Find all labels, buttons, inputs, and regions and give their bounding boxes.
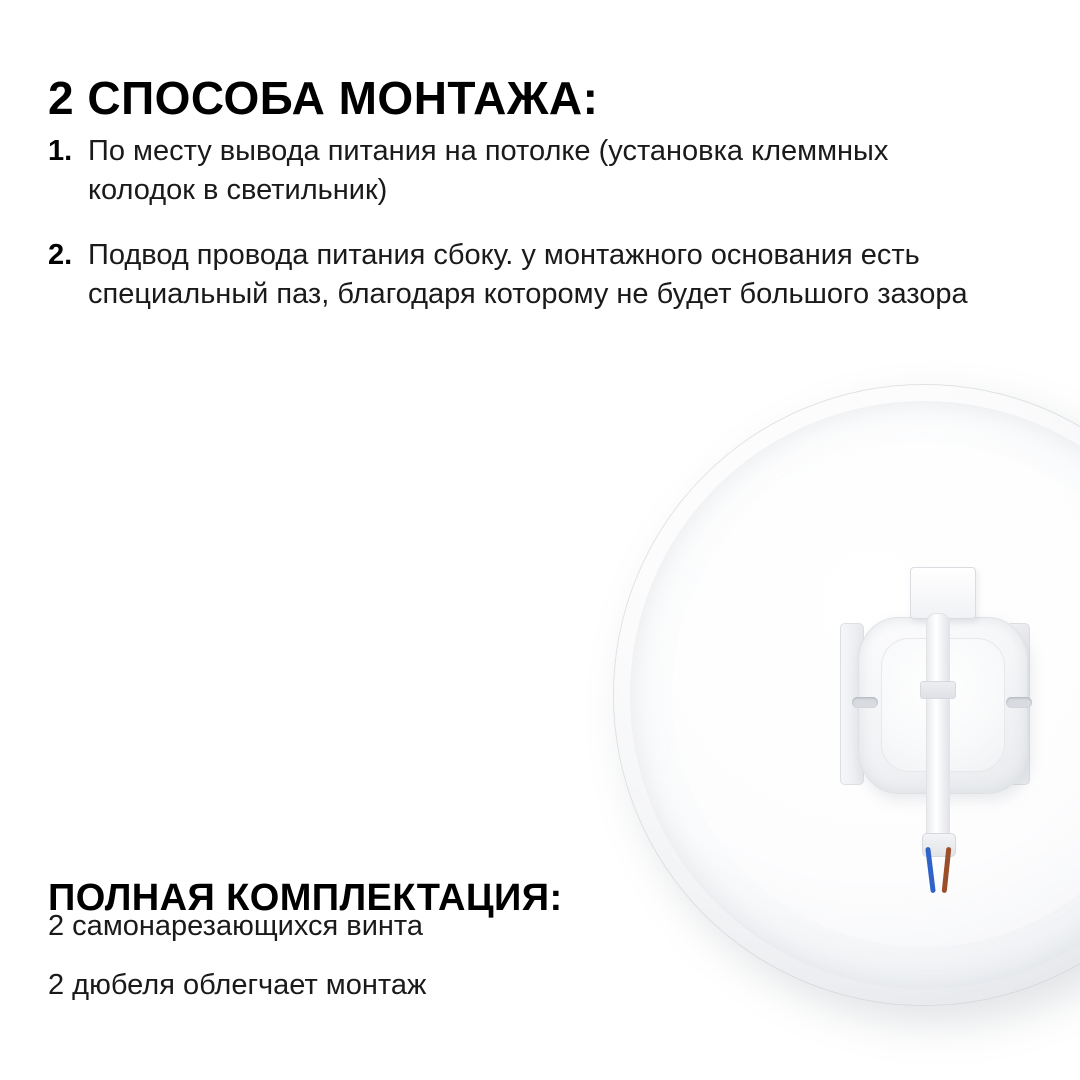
page-title: 2 СПОСОБА МОНТАЖА: xyxy=(48,71,599,124)
kit-contents-list xyxy=(48,912,426,1030)
step-number: 1. xyxy=(48,135,73,167)
step-text: По месту вывода питания на потолке (установка клеммных колодок в светильник) xyxy=(88,135,889,206)
step-number: 2. xyxy=(48,238,73,271)
step-text: Подвод провода питания сбоку. у монтажного основания есть специальный паз, благодаря которому не будет большого зазора xyxy=(88,238,968,310)
product-photo xyxy=(614,385,1080,1005)
bracket-slot-left xyxy=(852,697,878,708)
kit-title: ПОЛНАЯ КОМПЛЕКТАЦИЯ: xyxy=(48,876,563,919)
power-cable xyxy=(926,613,950,853)
bracket-slot-right xyxy=(1006,697,1032,708)
list-item: 2 самонарезающихся винта xyxy=(48,910,424,942)
list-item xyxy=(48,132,978,210)
mounting-steps-list xyxy=(48,132,978,339)
list-item xyxy=(48,236,978,314)
terminal-block xyxy=(910,567,976,619)
list-item: 2 дюбеля облегчает монтаж xyxy=(48,969,427,1001)
cable-clip xyxy=(920,681,956,699)
